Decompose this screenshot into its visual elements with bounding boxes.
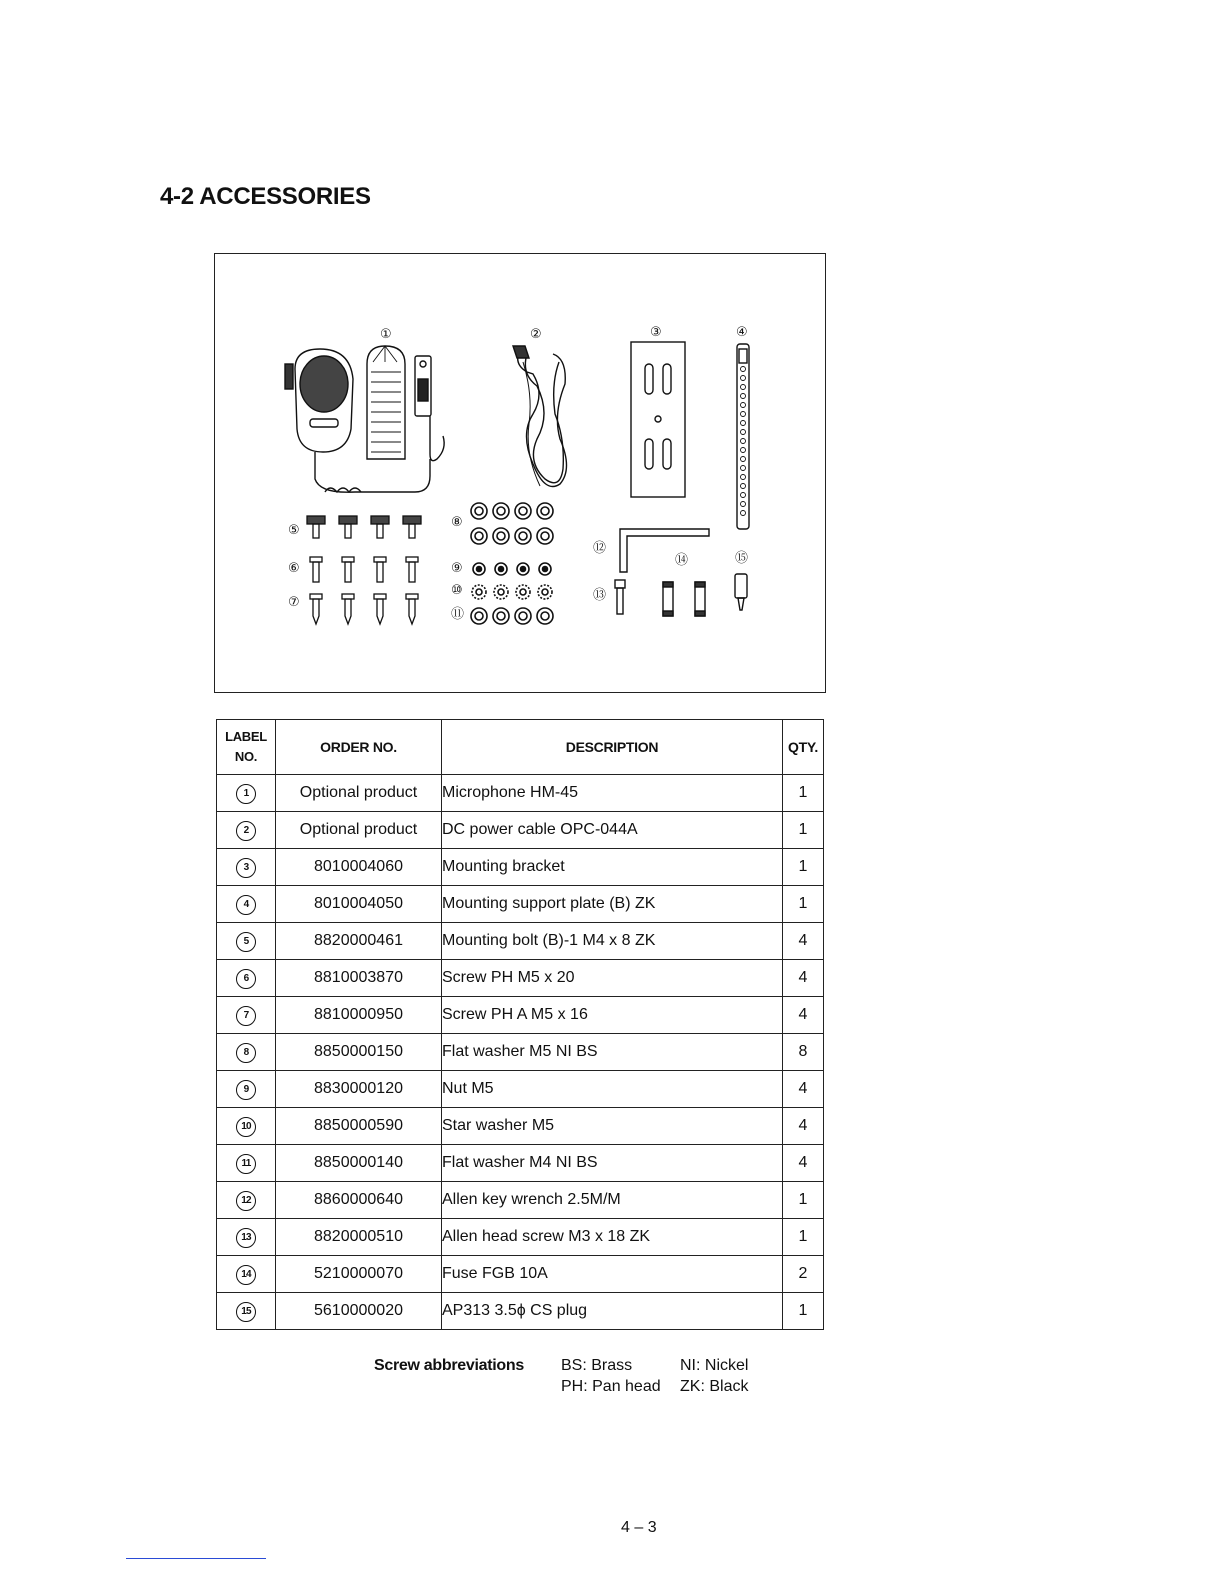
callout-2: ② <box>530 327 542 342</box>
abbreviations-column-2 <box>680 1355 748 1397</box>
row-order-no: 8850000140 <box>276 1145 442 1182</box>
row-description: AP313 3.5ϕ CS plug <box>442 1293 783 1330</box>
row-description: Screw PH M5 x 20 <box>442 960 783 997</box>
row-order-no: 8860000640 <box>276 1182 442 1219</box>
accessories-drawing <box>215 254 825 692</box>
abbr-bs: BS: Brass <box>561 1357 633 1374</box>
table-row <box>217 997 824 1034</box>
row-label: 2 <box>236 821 256 841</box>
row-qty: 4 <box>783 960 824 997</box>
row-qty: 1 <box>783 1293 824 1330</box>
row-label: 8 <box>236 1043 256 1063</box>
row-description: DC power cable OPC-044A <box>442 812 783 849</box>
row-description: Fuse FGB 10A <box>442 1256 783 1293</box>
row-qty: 4 <box>783 997 824 1034</box>
page-number: 4 – 3 <box>621 1519 657 1536</box>
support-plate-drawing <box>737 344 749 529</box>
table-row <box>217 775 824 812</box>
table-row <box>217 960 824 997</box>
row-label: 10 <box>236 1117 256 1137</box>
row-label: 13 <box>236 1228 256 1248</box>
row-qty: 8 <box>783 1034 824 1071</box>
row-label: 12 <box>236 1191 256 1211</box>
row-order-no: 8850000590 <box>276 1108 442 1145</box>
abbr-ni: NI: Nickel <box>680 1357 749 1374</box>
mounting-bracket-drawing <box>631 342 685 497</box>
callout-1: ① <box>380 327 392 342</box>
row-qty: 2 <box>783 1256 824 1293</box>
callout-7: ⑦ <box>288 595 300 610</box>
row-description: Star washer M5 <box>442 1108 783 1145</box>
row-qty: 4 <box>783 1071 824 1108</box>
table-row <box>217 812 824 849</box>
row-qty: 4 <box>783 923 824 960</box>
accessories-illustration <box>214 253 826 693</box>
row-label: 9 <box>236 1080 256 1100</box>
row-order-no: Optional product <box>276 775 442 812</box>
callout-9: ⑨ <box>451 561 463 576</box>
header-label-no: LABEL NO. <box>217 720 276 775</box>
row-order-no: 8820000510 <box>276 1219 442 1256</box>
table-row <box>217 886 824 923</box>
row-order-no: 8830000120 <box>276 1071 442 1108</box>
row-qty: 1 <box>783 812 824 849</box>
row-label: 4 <box>236 895 256 915</box>
row-description: Nut M5 <box>442 1071 783 1108</box>
header-order-no: ORDER NO. <box>276 720 442 775</box>
row-label: 3 <box>236 858 256 878</box>
row-qty: 1 <box>783 1219 824 1256</box>
callout-13: ⑬ <box>593 588 607 603</box>
table-row <box>217 923 824 960</box>
row-qty: 1 <box>783 775 824 812</box>
callout-3: ③ <box>650 325 662 340</box>
microphone-drawing <box>285 346 444 492</box>
row-label: 11 <box>236 1154 256 1174</box>
row-description: Allen key wrench 2.5M/M <box>442 1182 783 1219</box>
table-row <box>217 849 824 886</box>
callout-4: ④ <box>736 325 748 340</box>
callout-12: ⑫ <box>593 541 607 556</box>
row-order-no: 5610000020 <box>276 1293 442 1330</box>
row-order-no: 8010004060 <box>276 849 442 886</box>
row-order-no: 5210000070 <box>276 1256 442 1293</box>
callout-11: ⑪ <box>451 607 465 622</box>
row-qty: 4 <box>783 1145 824 1182</box>
callout-14: ⑭ <box>675 553 689 568</box>
row-label: 14 <box>236 1265 256 1285</box>
abbr-ph: PH: Pan head <box>561 1378 661 1395</box>
table-row <box>217 1034 824 1071</box>
bolts-screws-drawing <box>307 516 421 624</box>
row-description: Allen head screw M3 x 18 ZK <box>442 1219 783 1256</box>
table-row <box>217 1145 824 1182</box>
callout-6: ⑥ <box>288 561 300 576</box>
table-row <box>217 1293 824 1330</box>
accessories-table <box>216 719 824 1330</box>
allen-screw-drawing <box>615 580 625 614</box>
row-description: Flat washer M5 NI BS <box>442 1034 783 1071</box>
fuses-drawing <box>663 582 705 616</box>
row-label: 6 <box>236 969 256 989</box>
row-qty: 4 <box>783 1108 824 1145</box>
row-order-no: 8810000950 <box>276 997 442 1034</box>
table-row <box>217 1219 824 1256</box>
row-description: Microphone HM-45 <box>442 775 783 812</box>
row-label: 1 <box>236 784 256 804</box>
section-heading: 4-2 ACCESSORIES <box>160 183 371 210</box>
plug-drawing <box>735 574 747 610</box>
row-label: 5 <box>236 932 256 952</box>
row-order-no: 8820000461 <box>276 923 442 960</box>
abbr-zk: ZK: Black <box>680 1378 749 1395</box>
table-header-row <box>217 720 824 775</box>
footer-rule <box>126 1558 266 1559</box>
callout-15: ⑮ <box>735 551 749 566</box>
callout-10: ⑩ <box>451 583 463 598</box>
header-qty: QTY. <box>783 720 824 775</box>
row-order-no: 8850000150 <box>276 1034 442 1071</box>
table-row <box>217 1071 824 1108</box>
row-qty: 1 <box>783 886 824 923</box>
row-order-no: Optional product <box>276 812 442 849</box>
row-qty: 1 <box>783 849 824 886</box>
row-label: 15 <box>236 1302 256 1322</box>
row-description: Mounting bolt (B)-1 M4 x 8 ZK <box>442 923 783 960</box>
abbreviations-column-1 <box>561 1355 661 1397</box>
row-qty: 1 <box>783 1182 824 1219</box>
row-order-no: 8810003870 <box>276 960 442 997</box>
table-row <box>217 1108 824 1145</box>
row-description: Mounting bracket <box>442 849 783 886</box>
power-cable-drawing <box>513 346 567 487</box>
row-description: Screw PH A M5 x 16 <box>442 997 783 1034</box>
abbreviations-title: Screw abbreviations <box>374 1357 524 1374</box>
allen-key-drawing <box>620 529 709 572</box>
header-description: DESCRIPTION <box>442 720 783 775</box>
washers-drawing <box>471 503 553 624</box>
row-description: Mounting support plate (B) ZK <box>442 886 783 923</box>
table-row <box>217 1256 824 1293</box>
row-description: Flat washer M4 NI BS <box>442 1145 783 1182</box>
callout-8: ⑧ <box>451 515 463 530</box>
row-label: 7 <box>236 1006 256 1026</box>
row-order-no: 8010004050 <box>276 886 442 923</box>
table-row <box>217 1182 824 1219</box>
callout-5: ⑤ <box>288 523 300 538</box>
